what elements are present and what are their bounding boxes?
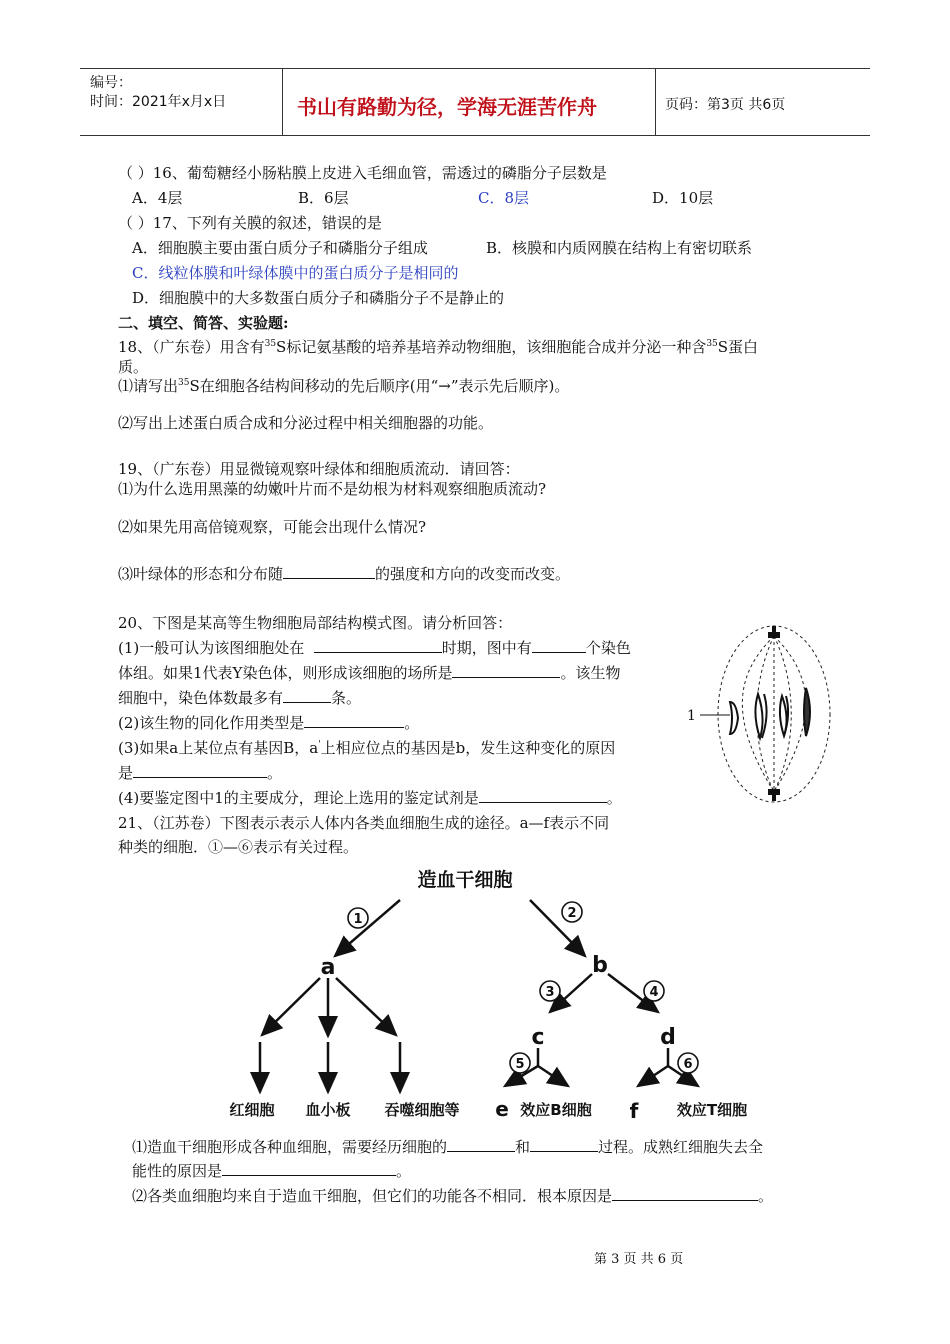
answer-blank[interactable]: [283, 688, 331, 703]
q18-stem-line2: 质。: [118, 358, 149, 376]
q19-stem: 19、（广东卷）用显微镜观察叶绿体和细胞质流动．请回答：: [118, 460, 520, 478]
section-2-title: 二、填空、简答、实验题:: [118, 314, 289, 332]
q21-p2-text-a: ⑵各类血细胞均来自于造血干细胞，但它们的功能各不相同．根本原因是: [132, 1187, 613, 1205]
q21-stem-line2: 种类的细胞．①—⑥表示有关过程。: [118, 838, 359, 856]
q17-option-b: B．核膜和内质网膜在结构上有密切联系: [486, 239, 753, 257]
q16-option-a: A．4层: [132, 189, 183, 207]
q18-stem-line1: [118, 336, 758, 357]
node-c: c: [531, 1025, 545, 1050]
q19-part-3: [118, 563, 570, 584]
fig-label-1: 1: [687, 708, 696, 724]
arrow-a-right: [336, 978, 396, 1035]
answer-blank[interactable]: [222, 1161, 396, 1176]
arrow-5-right: [538, 1066, 568, 1086]
arrow-1: [335, 900, 400, 956]
answer-blank[interactable]: [530, 1137, 598, 1152]
answer-blank[interactable]: [314, 638, 442, 653]
q18-sup-1: 35: [264, 339, 277, 349]
q17-stem: （ ）17、下列有关膜的叙述，错误的是: [118, 214, 382, 232]
motto: 书山有路勤为径，学海无涯苦作舟: [297, 95, 597, 119]
page-footer: 第 3 页 共 6 页: [594, 1252, 684, 1267]
q21-p1-text-b: 和: [515, 1138, 531, 1156]
chromosomes: [730, 688, 810, 738]
q18-p1-text-a: ⑴请写出: [118, 377, 179, 395]
q21-part-1-line2: [132, 1160, 411, 1181]
leaf-platelet: 血小板: [305, 1101, 351, 1119]
q20-part-3-line1: [118, 737, 615, 758]
q21-p1-text-c: 过程。成熟红细胞失去全: [598, 1138, 764, 1156]
answer-blank[interactable]: [532, 638, 586, 653]
q18-part-2: ⑵写出上述蛋白质合成和分泌过程中相关细胞器的功能。: [118, 414, 494, 432]
hematopoiesis-diagram: [210, 860, 780, 1122]
chromosome: [730, 702, 738, 734]
q20-p3-text-c: 是: [118, 764, 134, 782]
arrow-a-left: [262, 978, 320, 1035]
answer-blank[interactable]: [133, 763, 267, 778]
spindle-figure: [682, 622, 832, 808]
q16-stem: （ ）16、葡萄糖经小肠粘膜上皮进入毛细血管，需透过的磷脂分子层数是: [118, 164, 607, 182]
step-1-number: 1: [353, 912, 363, 927]
q18-text-c: S蛋白: [717, 338, 759, 356]
centrosome-bottom-stalk: [772, 793, 776, 801]
q18-sup-2: 35: [706, 339, 718, 349]
chromosome: [804, 688, 810, 736]
step-6-number: 6: [683, 1057, 693, 1072]
q18-p1-text-b: S在细胞各结构间移动的先后顺序(用“→”表示先后顺序)。: [189, 377, 570, 395]
q21-part-1-line1: [132, 1136, 763, 1157]
q18-text-a: 18、（广东卷）用含有: [118, 338, 265, 356]
chromosome: [755, 694, 762, 738]
q21-p1-text-d: 能性的原因是: [132, 1162, 223, 1180]
q20-p3-text-d: 。: [267, 764, 283, 782]
q17-option-c: C．线粒体膜和叶绿体膜中的蛋白质分子是相同的: [132, 264, 459, 282]
node-e: e: [495, 1097, 509, 1121]
q20-p1-text-d: 体组。如果1代表Y染色体，则形成该细胞的场所是: [118, 664, 453, 682]
answer-blank[interactable]: [452, 663, 560, 678]
q20-part-1-line3: [118, 687, 361, 708]
q20-p1-text-b: 时期，图中有: [441, 639, 532, 657]
answer-blank[interactable]: [304, 713, 404, 728]
node-f: f: [629, 1099, 639, 1122]
q20-p1-text-f: 细胞中，染色体数最多有: [118, 689, 284, 707]
q20-part-2: [118, 712, 419, 733]
page-label: 页码：第3页 共6页: [665, 97, 786, 113]
step-5-number: 5: [515, 1057, 525, 1072]
q20-p1-text-a: (1)一般可认为该图细胞处在: [118, 639, 305, 657]
node-b: b: [592, 953, 608, 978]
q19-p3-text-a: ⑶叶绿体的形态和分布随: [118, 565, 284, 583]
q16-option-c: C．8层: [478, 189, 530, 207]
q20-p4-text-a: (4)要鉴定图中1的主要成分，理论上选用的鉴定试剂是: [118, 789, 479, 807]
q21-part-2: [132, 1185, 773, 1206]
leaf-red-blood-cell: 红细胞: [229, 1101, 275, 1119]
q20-p1-text-c: 个染色: [585, 639, 631, 657]
q19-p3-text-b: 的强度和方向的改变而改变。: [375, 565, 571, 583]
leaf-effector-b: 效应B细胞: [520, 1101, 592, 1119]
node-hsc: 造血干细胞: [417, 869, 513, 891]
q18-part-1: [118, 375, 569, 396]
step-4-number: 4: [649, 985, 659, 1000]
serial-label: 编号：: [90, 75, 132, 91]
q21-p1-text-e: 。: [396, 1162, 412, 1180]
answer-blank[interactable]: [612, 1186, 758, 1201]
q18-text-b: S标记氨基酸的培养基培养动物细胞，该细胞能合成并分泌一种含: [276, 338, 707, 356]
answer-blank[interactable]: [447, 1137, 515, 1152]
q17-option-a: A．细胞膜主要由蛋白质分子和磷脂分子组成: [132, 239, 428, 257]
q17-option-d: D．细胞膜中的大多数蛋白质分子和磷脂分子不是静止的: [132, 289, 505, 307]
q18-sup-3: 35: [178, 378, 190, 388]
q21-p1-text-a: ⑴造血干细胞形成各种血细胞，需要经历细胞的: [132, 1138, 448, 1156]
q20-p1-text-g: 条。: [331, 689, 362, 707]
q19-part-2: ⑵如果先用高倍镜观察，可能会出现什么情况?: [118, 518, 427, 536]
node-a: a: [320, 955, 336, 980]
q20-part-1-line2: [118, 662, 620, 683]
q21-p2-text-b: 。: [758, 1187, 774, 1205]
node-d: d: [660, 1025, 676, 1050]
q16-option-b: B．6层: [298, 189, 349, 207]
spindle-fiber: [774, 636, 806, 792]
q20-p2-text-b: 。: [404, 714, 420, 732]
time-label: 时间：2021年x月x日: [90, 94, 227, 110]
q20-p3-sup: ': [318, 740, 321, 750]
q20-part-3-line2: [118, 762, 282, 783]
q16-option-d: D．10层: [652, 189, 714, 207]
q20-p1-text-e: 。该生物: [560, 664, 621, 682]
q20-part-1-line1: [118, 637, 631, 658]
q20-p3-text-a: (3)如果a上某位点有基因B，a: [118, 739, 319, 757]
leaf-phagocyte: 吞噬细胞等: [384, 1101, 460, 1119]
leaf-effector-t: 效应T细胞: [676, 1101, 748, 1119]
answer-blank[interactable]: [283, 564, 375, 579]
arrow-6-left: [638, 1066, 668, 1086]
q20-p4-text-b: 。: [606, 789, 622, 807]
step-3-number: 3: [545, 985, 555, 1000]
q20-p3-text-b: 上相应位点的基因是b，发生这种变化的原因: [320, 739, 616, 757]
centrosome-top-stalk: [772, 626, 776, 634]
answer-blank[interactable]: [479, 788, 607, 803]
q21-stem-line1: 21、（江苏卷）下图表示表示人体内各类血细胞生成的途径。a—f表示不同: [118, 814, 610, 832]
q19-part-1: ⑴为什么选用黑藻的幼嫩叶片而不是幼根为材料观察细胞质流动?: [118, 480, 547, 498]
q20-p2-text-a: (2)该生物的同化作用类型是: [118, 714, 305, 732]
step-2-number: 2: [567, 906, 577, 921]
q20-stem: 20、下图是某高等生物细胞局部结构模式图。请分析回答：: [118, 614, 513, 632]
q20-part-4: [118, 787, 622, 808]
